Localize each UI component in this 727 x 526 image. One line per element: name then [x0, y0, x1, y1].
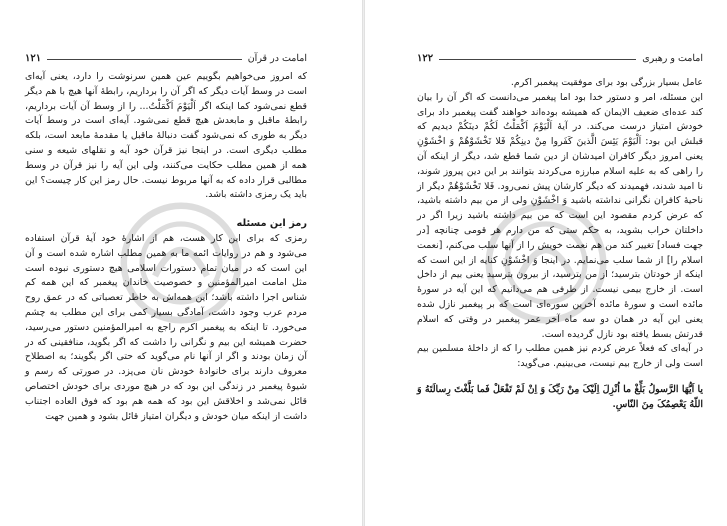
header-rule: [47, 59, 242, 60]
paragraph: رمزی که برای این کار هست، هم از اشارهٔ خود آیهٔ قرآن استفاده می‌شود و هم در روایات ائمه ما به همین مطلب اشاره شده است و آن این است که در میان تمام دستورات اسلامی هیچ دستوری نبوده است مثل امامت امیرالمؤمنین و خصوصیت خاندان پیغمبر که این همه کم شناس اجرا داشته باشد؛ این همه‌اش به خاطر تعصباتی که در عمق روح مردم عرب وجود داشت، آمادگی بسیار کمی برای این مطلب به چشم می‌خورد. تا اینکه به پیغمبر اکرم راجع به امیرالمؤمنین دستور می‌رسید، حضرت همیشه این بیم و نگرانی را داشت که اگر بگوید، منافقینی که در آن زمان بودند و اگر از آنها نام می‌گوید که حتی اگر بگویند؛ به اصطلاح معروف دارند برای خانوادهٔ خودش نان می‌پزد. در صورتی که رسم و شیوهٔ پیغمبر در زندگی این بود که در هیچ موردی برای خودش اختصاص قائل نمی‌شد و اخلاقش این بود که همه هم بود که فوق العاده اجتناب داشت از اینکه میان خودش و دیگران امتیاز قائل بشود و همین جهت: [25, 232, 307, 422]
left-page: [0, 0, 362, 526]
running-head: [417, 52, 703, 66]
section-heading: رمز این مسئله: [236, 218, 307, 230]
header-rule: [439, 59, 636, 60]
paragraph: این مسئله، امر و دستور خدا بود اما پیغمبر می‌دانست که اگر آن را بیان کند عده‌ای ضعیف الایمان که همیشه بوده‌اند خواهند گفت پیغمبر داد برای خودش امتیاز درست می‌کند. در آیهٔ اَلْیَوْمَ اَکْمَلْتُ لَکُمْ دینَکُمْ دیدیم که قبلش این بود: اَلْیَوْمَ یَئِسَ الَّذینَ کَفَروا مِنْ دینِکُمْ فَلا تَخْشَوْهُمْ وَ اخْشَوْنِ یعنی امروز دیگر کافران امیدشان از دین شما قطع شد، دیگر از اینکه آن را راهی که به علیه اسلام مبارزه می‌کردند بتوانند بر این دین پیروز شوند، نا امید شدند، فهمیدند که دیگر کارشان پیش نمی‌رود. فَلا تَخْشَوْهُمْ دیگر از ناحیهٔ کافران نگرانی نداشته باشید وَ اخْشَوْنِ ولی از من بیم داشته باشید، که عرض کردم مقصود این است که من بیم داشته باشید زیرا اگر در داخلتان خراب بشوید، به حکم ستی که من دارم هر قومی چنانچه [در جهت فساد] تغییر کند من هم نعمت خویش را از آنها سلب می‌کنم، [نعمت اسلام را] از شما سلب می‌نمایم. در اینجا وَ اخْشَوْنِ کنایه از این است که اینکه از خودتان بترسید؛ از من بترسید، از بیرون بترسید یعنی بیم از داخل است. از خارج بیمی نیست. از طرفی هم می‌دانیم که این آیه در سورهٔ مائده است و سورهٔ مائده آخرین سوره‌ای است که بر پیغمبر نازل شده یعنی این آیه در همان دو سه ماه آخر عمر پیغمبر در وقتی که اسلام قدرتش بسط یافته بود نازل گردیده است.: [417, 91, 703, 340]
paragraph: در آیه‌ای که فعلاً عرض کردم نیز همین مطلب را که از داخلهٔ مسلمین بیم است ولی از خارج بیم نیست، می‌بینیم. می‌گوید:: [417, 343, 703, 370]
page-text: [417, 76, 703, 412]
page-number: ۱۲۲: [417, 53, 434, 64]
page-text: [25, 70, 307, 424]
running-title: امامت و رهبری: [642, 53, 703, 64]
page-number: ۱۲۱: [25, 53, 42, 64]
running-head: [25, 52, 307, 66]
quran-verse: یا اَیُّهَا الرَّسولُ بَلِّغْ ما اُنْزِلَ اِلَیْکَ مِنْ رَبِّکَ وَ اِنْ لَمْ تَفْعَلْ فَما بَلَّغْتَ رِسالَتَهُ وَ اللّهُ یَعْصِمُکَ مِنَ النّاسِ.: [417, 383, 703, 410]
paragraph: که امروز می‌خواهیم بگوییم عین همین سرنوشت را دارد، یعنی آیه‌ای است در وسط آیات دیگر که اگر آن را برداریم، رابطهٔ آنها هیچ با هم دیگر قطع نمی‌شود کما اینکه اگر اَلْیَوْمَ اَکْمَلْتُ... را از وسط آن آیات برداریم، رابطهٔ ماقبل و مابعدش هیچ قطع نمی‌شود. آیه‌ای است در وسط آیات دیگر به طوری که نمی‌شود گفت دنبالهٔ ماقبل یا مقدمهٔ مابعد است، بلکه مطلب دیگری است. در اینجا نیز قرآن خود آیه و نقلهای شیعه و سنی همه از همین مطلب حکایت می‌کنند، ولی این آیه را نیز قرآن در وسط مطالبی قرار داده که به آنها مربوط نیست. حال رمز این کار چیست؟ این باید یک رمزی داشته باشد.: [25, 71, 307, 201]
running-title: امامت در قرآن: [247, 53, 307, 64]
paragraph: عامل بسیار بزرگی بود برای موفقیت پیغمبر اکرم.: [510, 77, 703, 88]
right-page: [365, 0, 727, 526]
